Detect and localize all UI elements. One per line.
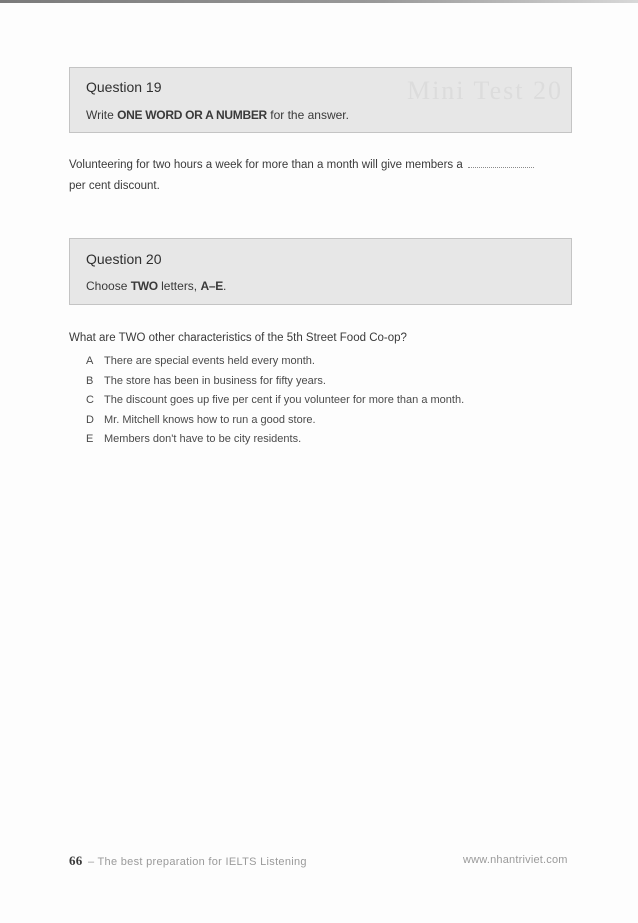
footer-website[interactable]: www.nhantriviet.com	[463, 854, 568, 866]
question-19-box	[69, 67, 572, 133]
instruction-suffix: .	[222, 279, 227, 293]
option-text: There are special events held every month.	[104, 355, 315, 367]
option-letter: B	[86, 374, 94, 387]
instruction-prefix: Write	[86, 108, 118, 122]
book-title: – The best preparation for IELTS Listening	[84, 856, 307, 868]
footer-book-title	[69, 853, 307, 869]
question-20-title: Question 20	[86, 251, 162, 267]
option-text: The discount goes up five per cent if you volunteer for more than a month.	[104, 394, 465, 406]
option-c[interactable]	[86, 391, 464, 411]
instruction-middle: letters,	[157, 279, 201, 293]
option-letter: E	[86, 433, 94, 445]
question-19-title: Question 19	[86, 79, 162, 95]
answer-options	[86, 352, 464, 450]
question-19-instruction	[86, 108, 349, 122]
stem-text-before: Volunteering for two hours a week for more than a month will give members a	[69, 159, 463, 171]
option-text: The store has been in business for fifty years.	[104, 374, 326, 387]
option-letter: A	[86, 355, 94, 367]
stem-text-after: per cent discount.	[69, 180, 160, 192]
question-20-box	[69, 238, 572, 305]
instruction-emphasis: TWO	[130, 279, 158, 293]
answer-blank[interactable]	[468, 156, 534, 168]
instruction-suffix: for the answer.	[266, 108, 349, 122]
option-d[interactable]	[86, 411, 464, 431]
question-19-stem	[69, 155, 579, 197]
option-e[interactable]	[86, 430, 464, 450]
option-a[interactable]	[86, 352, 464, 372]
instruction-emphasis: ONE WORD OR A NUMBER	[117, 108, 267, 122]
option-text: Mr. Mitchell knows how to run a good store.	[104, 413, 316, 426]
option-b[interactable]	[86, 372, 464, 392]
instruction-range: A–E	[200, 279, 223, 293]
ghost-text: Mini Test 20	[406, 76, 563, 105]
question-20-stem: What are TWO other characteristics of the 5th Street Food Co-op?	[69, 332, 407, 344]
option-letter: C	[86, 394, 94, 406]
top-rule	[0, 0, 638, 3]
option-letter: D	[86, 413, 94, 426]
page-number: 66	[69, 853, 83, 868]
question-20-instruction	[86, 279, 226, 293]
option-text: Members don't have to be city residents.	[104, 433, 302, 445]
instruction-prefix: Choose	[86, 279, 131, 293]
